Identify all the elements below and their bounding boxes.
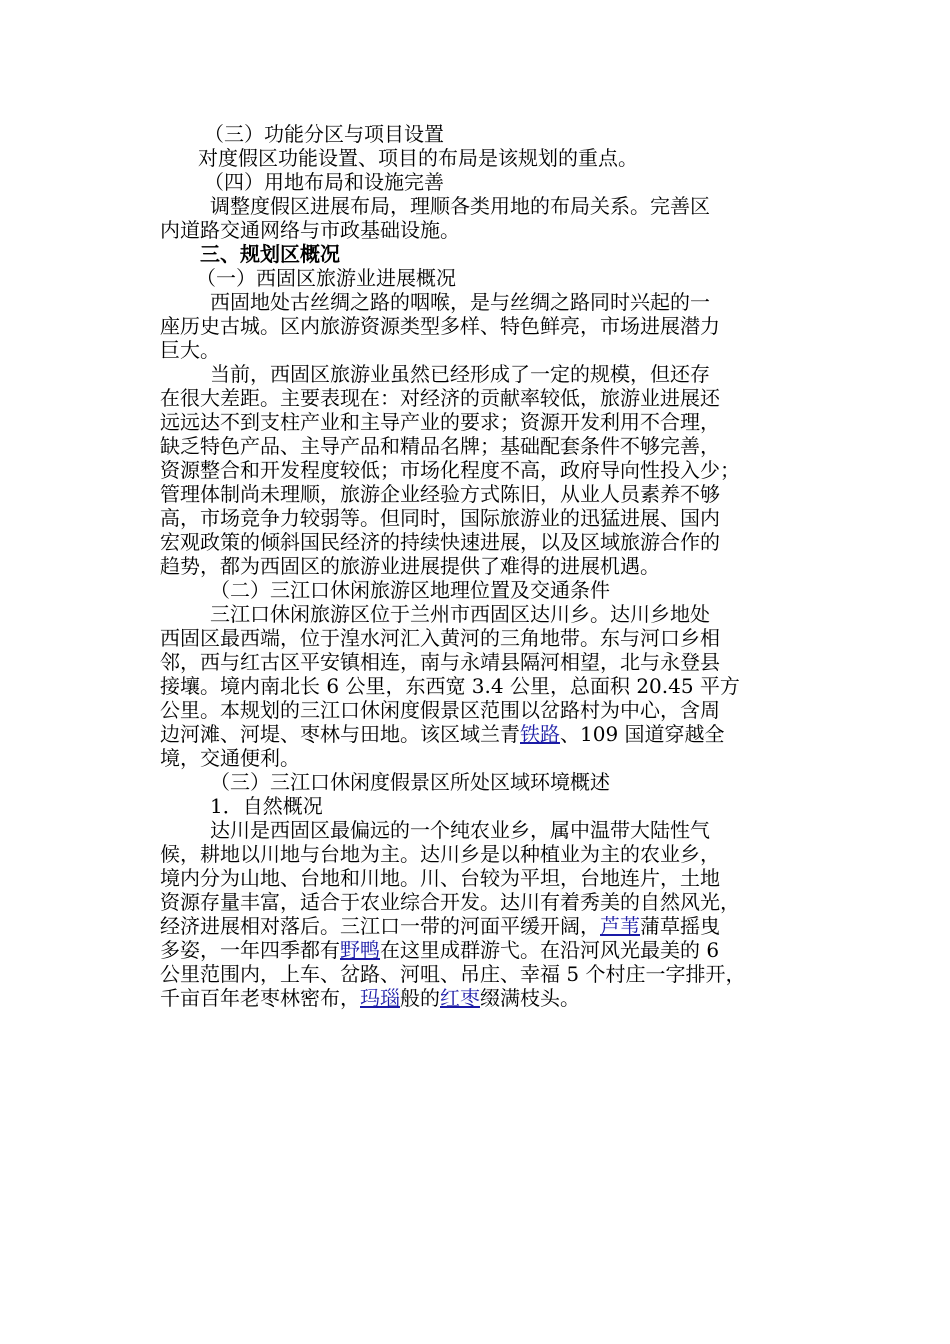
text-line: [160, 386, 800, 410]
text-line: [160, 818, 800, 842]
text-line: [160, 194, 800, 218]
text-line: [160, 986, 800, 1010]
text-segment: 西固区最西端，位于湟水河汇入黄河的三角地带。东与河口乡相: [160, 626, 720, 650]
text-line: [160, 938, 800, 962]
text-segment: （三）三江口休闲度假景区所处区域环境概述: [210, 770, 610, 794]
text-segment: 、109 国道穿越全: [560, 722, 725, 746]
text-line: [160, 650, 800, 674]
text-segment: 缺乏特色产品、主导产品和精品名牌；基础配套条件不够完善，: [160, 434, 720, 458]
text-segment: 调整度假区进展布局，理顺各类用地的布局关系。完善区: [210, 194, 710, 218]
text-segment: （四）用地布局和设施完善: [204, 170, 444, 194]
text-line: [160, 962, 800, 986]
text-segment: 内道路交通网络与市政基础设施。: [160, 218, 460, 242]
text-line: [160, 890, 800, 914]
text-line: [160, 362, 800, 386]
text-segment: 资源整合和开发程度较低；市场化程度不高，政府导向性投入少；: [160, 458, 740, 482]
text-line: [160, 290, 800, 314]
text-segment: 接壤。境内南北长 6 公里，东西宽 3.4 公里，总面积 20.45 平方: [160, 674, 740, 698]
text-segment: 达川是西固区最偏远的一个纯农业乡，属中温带大陆性气: [210, 818, 710, 842]
text-segment: 在很大差距。主要表现在：对经济的贡献率较低，旅游业进展还: [160, 386, 720, 410]
text-line: [160, 338, 800, 362]
text-line: [160, 506, 800, 530]
text-segment: 座历史古城。区内旅游资源类型多样、特色鲜亮，市场进展潜力: [160, 314, 720, 338]
text-segment: 管理体制尚未理顺，旅游企业经验方式陈旧，从业人员素养不够: [160, 482, 720, 506]
text-segment: 在这里成群游弋。在沿河风光最美的 6: [380, 938, 720, 962]
text-line: [160, 578, 800, 602]
text-line: [160, 458, 800, 482]
text-line: [160, 122, 800, 146]
text-line: [160, 674, 800, 698]
text-line: [160, 746, 800, 770]
text-segment: （三）功能分区与项目设置: [204, 122, 444, 146]
text-line: [160, 482, 800, 506]
text-segment: 巨大。: [160, 338, 220, 362]
text-line: [160, 842, 800, 866]
text-line: [160, 722, 800, 746]
text-segment: 多姿，一年四季都有: [160, 938, 340, 962]
hyperlink[interactable]: 玛瑙: [360, 986, 400, 1010]
text-segment: 西固地处古丝绸之路的咽喉，是与丝绸之路同时兴起的一: [210, 290, 710, 314]
text-line: [160, 218, 800, 242]
text-line: [160, 626, 800, 650]
text-segment: 三江口休闲旅游区位于兰州市西固区达川乡。达川乡地处: [210, 602, 710, 626]
text-line: [160, 554, 800, 578]
text-segment: （一）西固区旅游业进展概况: [196, 266, 456, 290]
text-line: [160, 266, 800, 290]
text-segment: 邻，西与红古区平安镇相连，南与永靖县隔河相望，北与永登县: [160, 650, 720, 674]
hyperlink[interactable]: 红枣: [440, 986, 480, 1010]
text-line: [160, 410, 800, 434]
hyperlink[interactable]: 铁路: [520, 722, 560, 746]
text-line: [160, 530, 800, 554]
text-segment: 公里。本规划的三江口休闲度假景区范围以岔路村为中心，含周: [160, 698, 720, 722]
text-line: [160, 602, 800, 626]
text-segment: 候，耕地以川地与台地为主。达川乡是以种植业为主的农业乡，: [160, 842, 720, 866]
text-segment: 蒲草摇曳: [640, 914, 720, 938]
text-segment: 境内分为山地、台地和川地。川、台较为平坦，台地连片，土地: [160, 866, 720, 890]
text-segment: 经济进展相对落后。三江口一带的河面平缓开阔，: [160, 914, 600, 938]
text-segment: 当前，西固区旅游业虽然已经形成了一定的规模，但还存: [210, 362, 710, 386]
text-segment: 三、规划区概况: [200, 242, 340, 266]
text-segment: 1．自然概况: [210, 794, 323, 818]
text-segment: 公里范围内，上车、岔路、河咀、吊庄、幸福 5 个村庄一字排开，: [160, 962, 746, 986]
text-line: [160, 170, 800, 194]
text-line: [160, 866, 800, 890]
document-page: [160, 122, 800, 1010]
text-segment: 千亩百年老枣林密布，: [160, 986, 360, 1010]
text-segment: 对度假区功能设置、项目的布局是该规划的重点。: [198, 146, 638, 170]
text-line: [160, 434, 800, 458]
text-segment: （二）三江口休闲旅游区地理位置及交通条件: [210, 578, 610, 602]
text-segment: 境，交通便利。: [160, 746, 300, 770]
text-segment: 边河滩、河堤、枣林与田地。该区域兰青: [160, 722, 520, 746]
text-segment: 趋势，都为西固区的旅游业进展提供了难得的进展机遇。: [160, 554, 660, 578]
text-line: [160, 698, 800, 722]
hyperlink[interactable]: 野鸭: [340, 938, 380, 962]
text-segment: 远远达不到支柱产业和主导产业的要求；资源开发利用不合理，: [160, 410, 720, 434]
hyperlink[interactable]: 芦苇: [600, 914, 640, 938]
text-segment: 宏观政策的倾斜国民经济的持续快速进展，以及区域旅游合作的: [160, 530, 720, 554]
text-segment: 缀满枝头。: [480, 986, 580, 1010]
text-segment: 高，市场竞争力较弱等。但同时，国际旅游业的迅猛进展、国内: [160, 506, 720, 530]
text-segment: 资源存量丰富，适合于农业综合开发。达川有着秀美的自然风光，: [160, 890, 740, 914]
text-line: [160, 914, 800, 938]
section-heading: [160, 242, 800, 266]
text-segment: 般的: [400, 986, 440, 1010]
text-line: [160, 146, 800, 170]
text-line: [160, 770, 800, 794]
text-line: [160, 314, 800, 338]
text-line: [160, 794, 800, 818]
